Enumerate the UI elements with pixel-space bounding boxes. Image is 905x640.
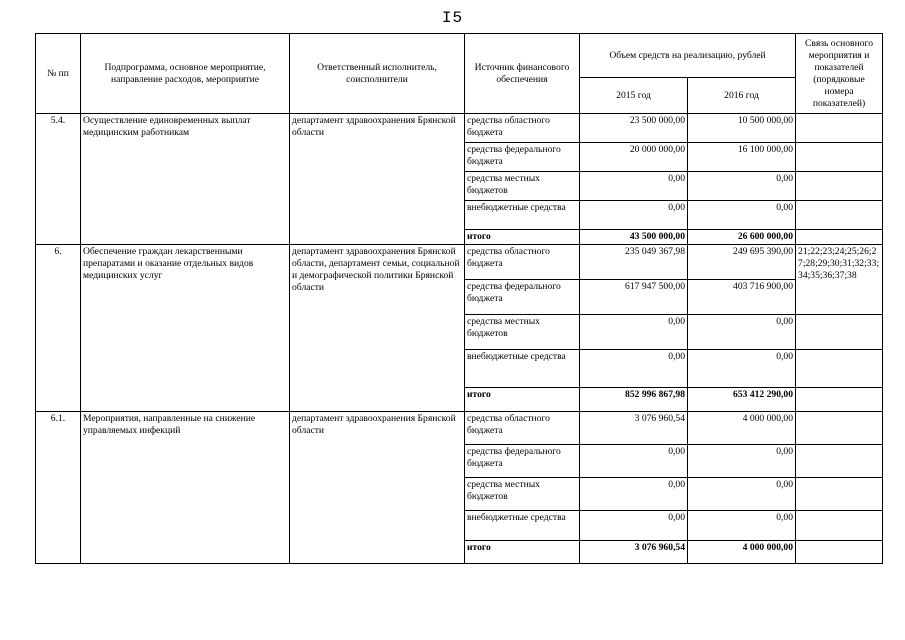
row-source-total: итого [465, 541, 580, 564]
header-program: Подпрограмма, основное мероприятие, направление расходов, мероприятие [81, 34, 290, 114]
row-amount-2015: 235 049 367,98 [580, 245, 688, 280]
header-link: Связь основного мероприятия и показателей (порядковые номера показателей) [796, 34, 883, 114]
row-amount-2016-total: 26 600 000,00 [688, 230, 796, 245]
header-num: № пп [36, 34, 81, 114]
row-amount-2015: 617 947 500,00 [580, 280, 688, 315]
row-amount-2015: 0,00 [580, 445, 688, 478]
row-source: средства местных бюджетов [465, 315, 580, 350]
row-amount-2016: 0,00 [688, 172, 796, 201]
row-amount-2015: 0,00 [580, 172, 688, 201]
header-source: Источник финансового обеспечения [465, 34, 580, 114]
row-executor: департамент здравоохранения Брянской области [290, 114, 465, 245]
row-amount-2015: 3 076 960,54 [580, 412, 688, 445]
row-amount-2015: 0,00 [580, 350, 688, 388]
row-program-name: Обеспечение граждан лекарственными препаратами и оказание отдельных видов медицинских услуг [81, 245, 290, 412]
row-executor: департамент здравоохранения Брянской области, департамент семьи, социальной и демографической политики Брянской области [290, 245, 465, 412]
row-amount-2016: 0,00 [688, 445, 796, 478]
row-indicator-empty [796, 511, 883, 541]
header-year-2016: 2016 год [688, 78, 796, 114]
table-body [36, 114, 883, 564]
row-source: средства федерального бюджета [465, 143, 580, 172]
row-indicator-empty [796, 350, 883, 388]
row-amount-2015-total: 43 500 000,00 [580, 230, 688, 245]
row-amount-2015-total: 3 076 960,54 [580, 541, 688, 564]
row-indicator-empty [796, 388, 883, 412]
row-amount-2016-total: 4 000 000,00 [688, 541, 796, 564]
row-indicator-empty [796, 315, 883, 350]
row-source: внебюджетные средства [465, 201, 580, 230]
row-amount-2016: 0,00 [688, 511, 796, 541]
header-executor: Ответственный исполнитель, соисполнители [290, 34, 465, 114]
row-indicator-empty [796, 143, 883, 172]
row-source: средства федерального бюджета [465, 445, 580, 478]
row-amount-2015: 0,00 [580, 201, 688, 230]
row-indicator-empty [796, 445, 883, 478]
page-number: I5 [441, 9, 464, 27]
row-amount-2015: 0,00 [580, 511, 688, 541]
row-program-name: Мероприятия, направленные на снижение управляемых инфекций [81, 412, 290, 564]
row-source-total: итого [465, 388, 580, 412]
row-amount-2016: 4 000 000,00 [688, 412, 796, 445]
row-indicator-empty [796, 201, 883, 230]
row-number: 6. [36, 245, 81, 412]
row-indicator-link [796, 114, 883, 143]
row-program-name: Осуществление единовременных выплат медицинским работникам [81, 114, 290, 245]
row-source: средства областного бюджета [465, 412, 580, 445]
row-source-total: итого [465, 230, 580, 245]
row-indicator-link [796, 412, 883, 445]
row-number: 6.1. [36, 412, 81, 564]
row-amount-2015: 0,00 [580, 478, 688, 511]
row-amount-2016: 0,00 [688, 350, 796, 388]
row-amount-2015: 23 500 000,00 [580, 114, 688, 143]
row-amount-2016: 0,00 [688, 315, 796, 350]
row-indicator-empty [796, 478, 883, 511]
row-source: средства областного бюджета [465, 245, 580, 280]
row-source: внебюджетные средства [465, 350, 580, 388]
row-amount-2016-total: 653 412 290,00 [688, 388, 796, 412]
row-indicator-link: 21;22;23;24;25;26;27;28;29;30;31;32;33;34;35;36;37;38 [796, 245, 883, 315]
row-amount-2016: 16 100 000,00 [688, 143, 796, 172]
header-volume: Объем средств на реализацию, рублей [580, 34, 796, 78]
row-amount-2016: 10 500 000,00 [688, 114, 796, 143]
row-amount-2015: 20 000 000,00 [580, 143, 688, 172]
row-indicator-empty [796, 541, 883, 564]
row-source: внебюджетные средства [465, 511, 580, 541]
row-executor: департамент здравоохранения Брянской области [290, 412, 465, 564]
row-amount-2016: 0,00 [688, 201, 796, 230]
table-row [36, 412, 883, 445]
row-indicator-empty [796, 172, 883, 201]
header-year-2015: 2015 год [580, 78, 688, 114]
row-source: средства местных бюджетов [465, 172, 580, 201]
row-source: средства областного бюджета [465, 114, 580, 143]
row-amount-2016: 0,00 [688, 478, 796, 511]
row-source: средства местных бюджетов [465, 478, 580, 511]
row-source: средства федерального бюджета [465, 280, 580, 315]
row-amount-2016: 403 716 900,00 [688, 280, 796, 315]
funding-table [35, 33, 883, 564]
table-row [36, 114, 883, 143]
row-number: 5.4. [36, 114, 81, 245]
row-amount-2015-total: 852 996 867,98 [580, 388, 688, 412]
table-row [36, 245, 883, 280]
row-indicator-empty [796, 230, 883, 245]
row-amount-2016: 249 695 390,00 [688, 245, 796, 280]
row-amount-2015: 0,00 [580, 315, 688, 350]
